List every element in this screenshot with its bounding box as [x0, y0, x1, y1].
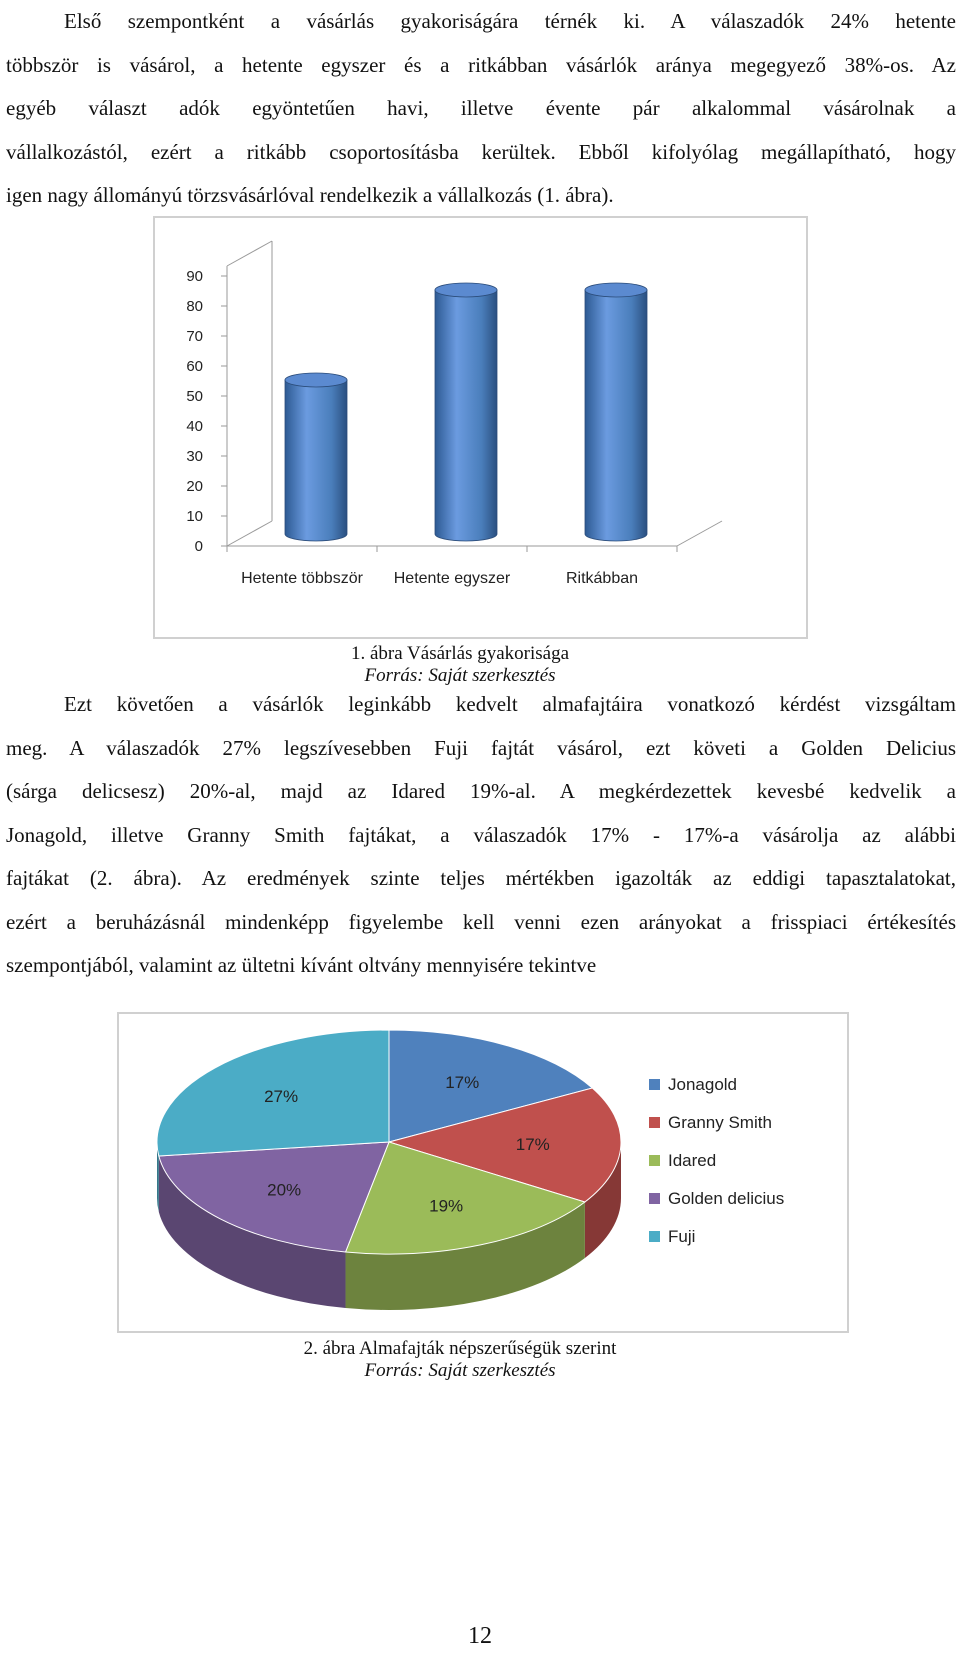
pie-data-label: 19% [429, 1196, 464, 1216]
paragraph-line: meg. A válaszadók 27% legszívesebben Fuji fajtát vásárol, ezt követi a Golden Delicius [6, 735, 956, 760]
pie-data-label: 17% [445, 1073, 480, 1093]
legend-swatch [649, 1117, 660, 1128]
y-tick-label: 80 [186, 298, 203, 315]
paragraph-2 [6, 683, 956, 988]
legend-label: Fuji [668, 1227, 696, 1246]
pie-data-label: 27% [264, 1087, 299, 1107]
pie-chart-frame [117, 1012, 849, 1333]
paragraph-line: igen nagy állományú törzsvásárlóval rendelkezik a vállalkozás (1. ábra). [6, 183, 614, 207]
bar-top [285, 373, 347, 387]
y-tick-label: 20 [186, 478, 203, 495]
floor-edge [227, 521, 272, 546]
page-number: 12 [468, 1623, 492, 1649]
y-tick-label: 60 [186, 358, 203, 375]
pie-data-label: 20% [267, 1180, 302, 1200]
paragraph-line: vállalkozástól, ezért a ritkább csoportosításba kerültek. Ebből kifolyólag megállapítható, hogy [6, 139, 956, 164]
figure-1-caption [0, 643, 920, 687]
legend-label: Jonagold [668, 1075, 738, 1094]
figure-2-caption [0, 1338, 920, 1382]
bar-top [585, 283, 647, 297]
legend-swatch [649, 1079, 660, 1090]
pie-chart [119, 1014, 847, 1331]
pie-data-label: 17% [515, 1135, 550, 1155]
paragraph-line: szempontjából, valamint az ültetni kívánt oltvány mennyisére tekintve [6, 953, 597, 977]
figure-caption: 2. ábra Almafajták népszerűségük szerint [303, 1338, 617, 1359]
y-tick-label: 50 [186, 388, 203, 405]
bar-body [585, 290, 647, 541]
figure-source: Forrás: Saját szerkesztés [364, 1360, 556, 1381]
y-tick-label: 40 [186, 418, 203, 435]
legend-label: Granny Smith [668, 1113, 772, 1132]
paragraph-line: Jonagold, illetve Granny Smith fajtákat, a válaszadók 17% - 17%-a vásárolja az alábbi [6, 822, 956, 847]
x-tick-label: Hetente egyszer [393, 570, 511, 587]
y-tick-label: 0 [194, 538, 203, 555]
bar-chart [155, 218, 806, 637]
x-tick-label: Ritkábban [565, 570, 639, 587]
x-tick-label: Hetente többször [241, 570, 363, 587]
wall-edge [227, 241, 272, 266]
paragraph-line: ezért a beruházásnál mindenképp figyelembe kell venni ezen arányokat a frisspiaci értékesítés [6, 909, 956, 934]
legend-label: Idared [668, 1151, 717, 1170]
figure-source: Forrás: Saját szerkesztés [364, 665, 556, 686]
bar [435, 283, 497, 541]
paragraph-line: többször is vásárol, a hetente egyszer és a ritkábban vásárlók aránya megegyező 38%-os. Az [6, 52, 956, 77]
bar-chart-frame [153, 216, 808, 639]
bar-body [435, 290, 497, 541]
legend-label: Golden delicius [668, 1189, 785, 1208]
paragraph-line: egyéb választ adók egyöntetűen havi, illetve évente pár alkalommal vásárolnak a [6, 96, 956, 120]
bar [585, 283, 647, 541]
y-tick-label: 90 [186, 268, 203, 285]
bar-body [285, 380, 347, 541]
paragraph-line: (sárga delicsesz) 20%-al, majd az Idared 19%-al. A megkérdezettek kevesbé kedvelik a [6, 779, 956, 803]
paragraph-line: Első szempontként a vásárlás gyakoriságára térnék ki. A válaszadók 24% hetente [64, 9, 956, 33]
y-tick-label: 30 [186, 448, 203, 465]
floor-edge [677, 521, 722, 546]
legend-swatch [649, 1155, 660, 1166]
paragraph-line: Ezt követően a vásárlók leginkább kedvelt almafajtáira vonatkozó kérdést vizsgáltam [64, 692, 956, 716]
paragraph-1 [6, 0, 956, 218]
paragraph-line: fajtákat (2. ábra). Az eredmények szinte teljes mértékben igazolták az eddigi tapasztalatokat, [6, 866, 956, 890]
figure-caption: 1. ábra Vásárlás gyakorisága [350, 643, 570, 664]
bar [285, 373, 347, 541]
legend-swatch [649, 1193, 660, 1204]
y-tick-label: 10 [186, 508, 203, 525]
legend-swatch [649, 1231, 660, 1242]
bar-top [435, 283, 497, 297]
y-tick-label: 70 [186, 328, 203, 345]
